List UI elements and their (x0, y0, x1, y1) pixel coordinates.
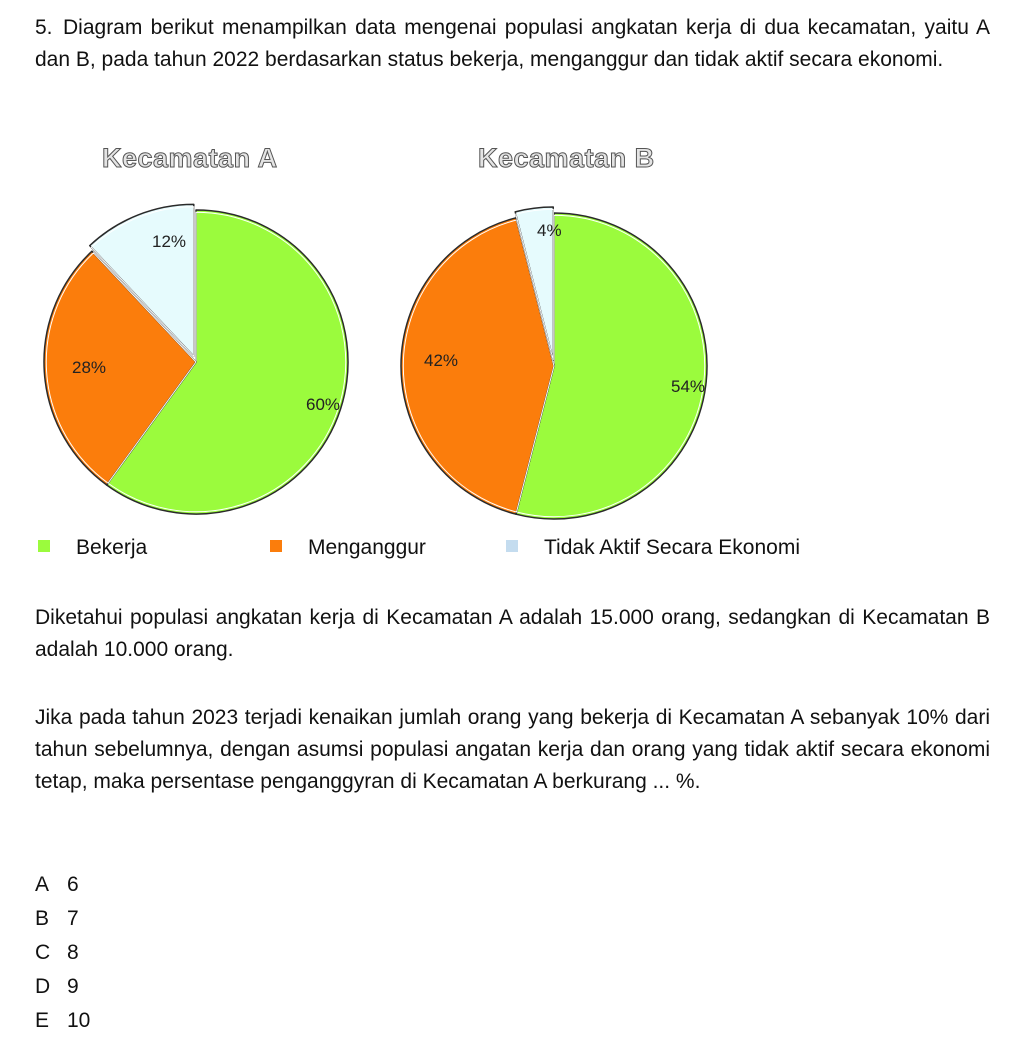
option-c[interactable] (35, 936, 90, 970)
legend-swatch (506, 540, 518, 552)
answer-options (35, 868, 90, 1038)
legend-swatch (270, 540, 282, 552)
option-value: 6 (67, 873, 79, 896)
option-value: 10 (67, 1009, 91, 1032)
option-letter: A (35, 873, 50, 896)
legend-label: Tidak Aktif Secara Ekonomi (544, 536, 800, 559)
option-b[interactable] (35, 902, 90, 936)
option-letter: B (35, 907, 50, 930)
option-d[interactable] (35, 970, 90, 1004)
option-letter: E (35, 1009, 50, 1032)
question-intro-text: Diagram berikut menampilkan data mengenai populasi angkatan kerja di dua kecamatan, yaitu A dan B, pada tahun 2022 berdasarkan status bekerja, menganggur dan tidak aktif secara ekonomi. (35, 16, 990, 71)
option-value: 7 (67, 907, 79, 930)
pie-data-label-bekerja: 60% (306, 395, 341, 414)
option-letter: C (35, 941, 51, 964)
pie-data-label-menganggur: 42% (424, 351, 459, 370)
pie-data-label-bekerja: 54% (671, 377, 706, 396)
option-e[interactable] (35, 1004, 90, 1038)
legend-item-tidak-aktif (506, 536, 800, 560)
option-a[interactable] (35, 868, 90, 902)
legend-swatch (38, 540, 50, 552)
legend-label: Bekerja (76, 536, 148, 559)
pie-data-label-tidak-aktif-secara-ekonomi: 12% (152, 232, 187, 251)
pie-data-label-menganggur: 28% (72, 358, 107, 377)
pie-data-label-tidak-aktif-secara-ekonomi: 4% (537, 221, 562, 240)
option-letter: D (35, 975, 51, 998)
chart-title-kecamatan-a: Kecamatan A (102, 143, 278, 173)
option-value: 8 (67, 941, 79, 964)
question-info: Diketahui populasi angkatan kerja di Kecamatan A adalah 15.000 orang, sedangkan di Kecamatan B adalah 10.000 orang. (35, 606, 990, 661)
legend-item-menganggur (270, 536, 426, 560)
question-number: 5. (35, 16, 53, 39)
chart-title-kecamatan-b: Kecamatan B (478, 143, 655, 173)
legend-item-bekerja (38, 536, 147, 560)
question-prompt: Jika pada tahun 2023 terjadi kenaikan jumlah orang yang bekerja di Kecamatan A sebanyak 10% dari tahun sebelumnya, dengan asumsi populasi angatan kerja dan orang yang tidak aktif secara ekonomi tetap, maka persentase penganggyran di Kecamatan A berkurang ... %. (35, 706, 990, 793)
legend-label: Menganggur (308, 536, 426, 559)
option-value: 9 (67, 975, 79, 998)
